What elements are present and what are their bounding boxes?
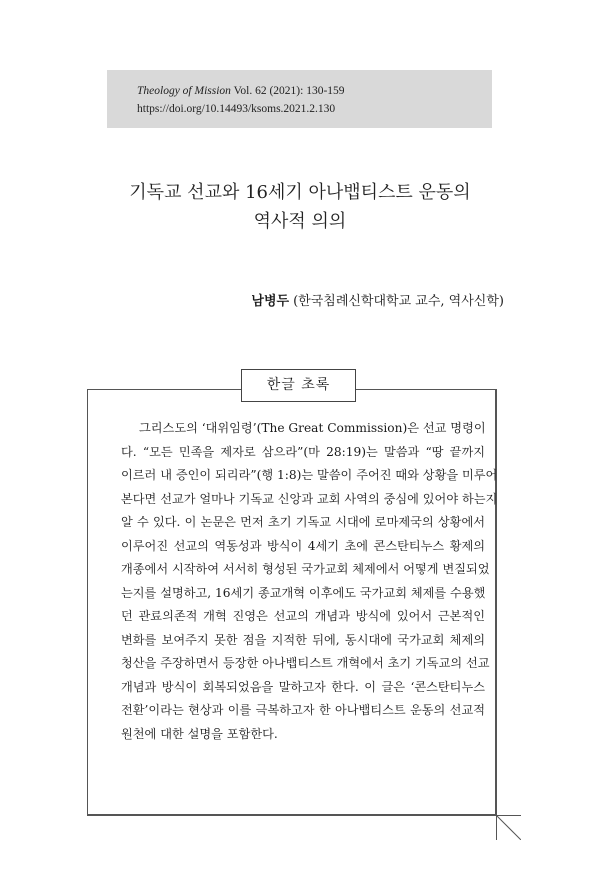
- author-affiliation: (한국침례신학대학교 교수, 역사신학): [293, 294, 504, 309]
- doi-link[interactable]: https://doi.org/10.14493/ksoms.2021.2.130: [137, 103, 336, 115]
- abstract-line: 변화를 보여주지 못한 점을 지적한 뒤에, 동시대에 국가교회 체제의: [121, 632, 485, 647]
- abstract-line: 원천에 대한 설명을 포함한다.: [121, 726, 278, 741]
- journal-name: Theology of Mission: [137, 85, 231, 97]
- abstract-line: 청산을 주장하면서 등장한 아나뱁티스트 개혁에서 초기 기독교의 선교: [121, 656, 490, 670]
- abstract-line: 그리스도의 ‘대위임령’(The Great Commission)은 선교 명령이: [139, 421, 486, 435]
- abstract-line: 개념과 방식이 회복되었음을 말하고자 한다. 이 글은 ‘콘스탄티누스: [121, 679, 485, 694]
- abstract-line: 알 수 있다. 이 논문은 먼저 초기 기독교 시대에 로마제국의 상황에서: [121, 515, 485, 529]
- abstract-heading: 한글 초록: [241, 369, 356, 402]
- author-name: 남병두: [251, 294, 290, 309]
- frame-offset-vertical: [496, 389, 497, 840]
- citation-box: [107, 70, 492, 128]
- abstract-line: 는지를 설명하고, 16세기 종교개혁 이후에도 국가교회 체제를 수용했: [121, 585, 486, 600]
- paper-title-line-1: 기독교 선교와 16세기 아나뱁티스트 운동의: [129, 182, 471, 203]
- paper-title-line-2: 역사적 의의: [253, 211, 347, 232]
- frame-offset-horizontal: [87, 815, 521, 816]
- author-line: [251, 290, 504, 309]
- volume-pages: Vol. 62 (2021): 130-159: [230, 85, 345, 97]
- abstract-line: 다. “모든 민족을 제자로 삼으라”(마 28:19)는 말씀과 “땅 끝까지: [121, 444, 485, 459]
- abstract-line: 전환’이라는 현상과 이를 극복하고자 한 아나뱁티스트 운동의 선교적: [121, 703, 485, 717]
- frame-corner-fold: [496, 815, 521, 840]
- abstract-line: 이루어진 선교의 역동성과 방식이 4세기 초에 콘스탄티누스 황제의: [121, 538, 485, 553]
- abstract-line: 본다면 선교가 얼마나 기독교 신앙과 교회 사역의 중심에 있어야 하는지: [121, 491, 498, 506]
- abstract-line: 이르러 내 증인이 되리라”(행 1:8)는 말씀이 주어진 때와 상황을 미루어: [121, 468, 498, 482]
- citation-line: [137, 82, 492, 100]
- abstract-body: [121, 417, 498, 746]
- abstract-line: 개종에서 시작하여 서서히 형성된 국가교회 체제에서 어떻게 변질되었: [121, 562, 490, 576]
- abstract-line: 던 관료의존적 개혁 진영은 선교의 개념과 방식에 있어서 근본적인: [121, 609, 485, 623]
